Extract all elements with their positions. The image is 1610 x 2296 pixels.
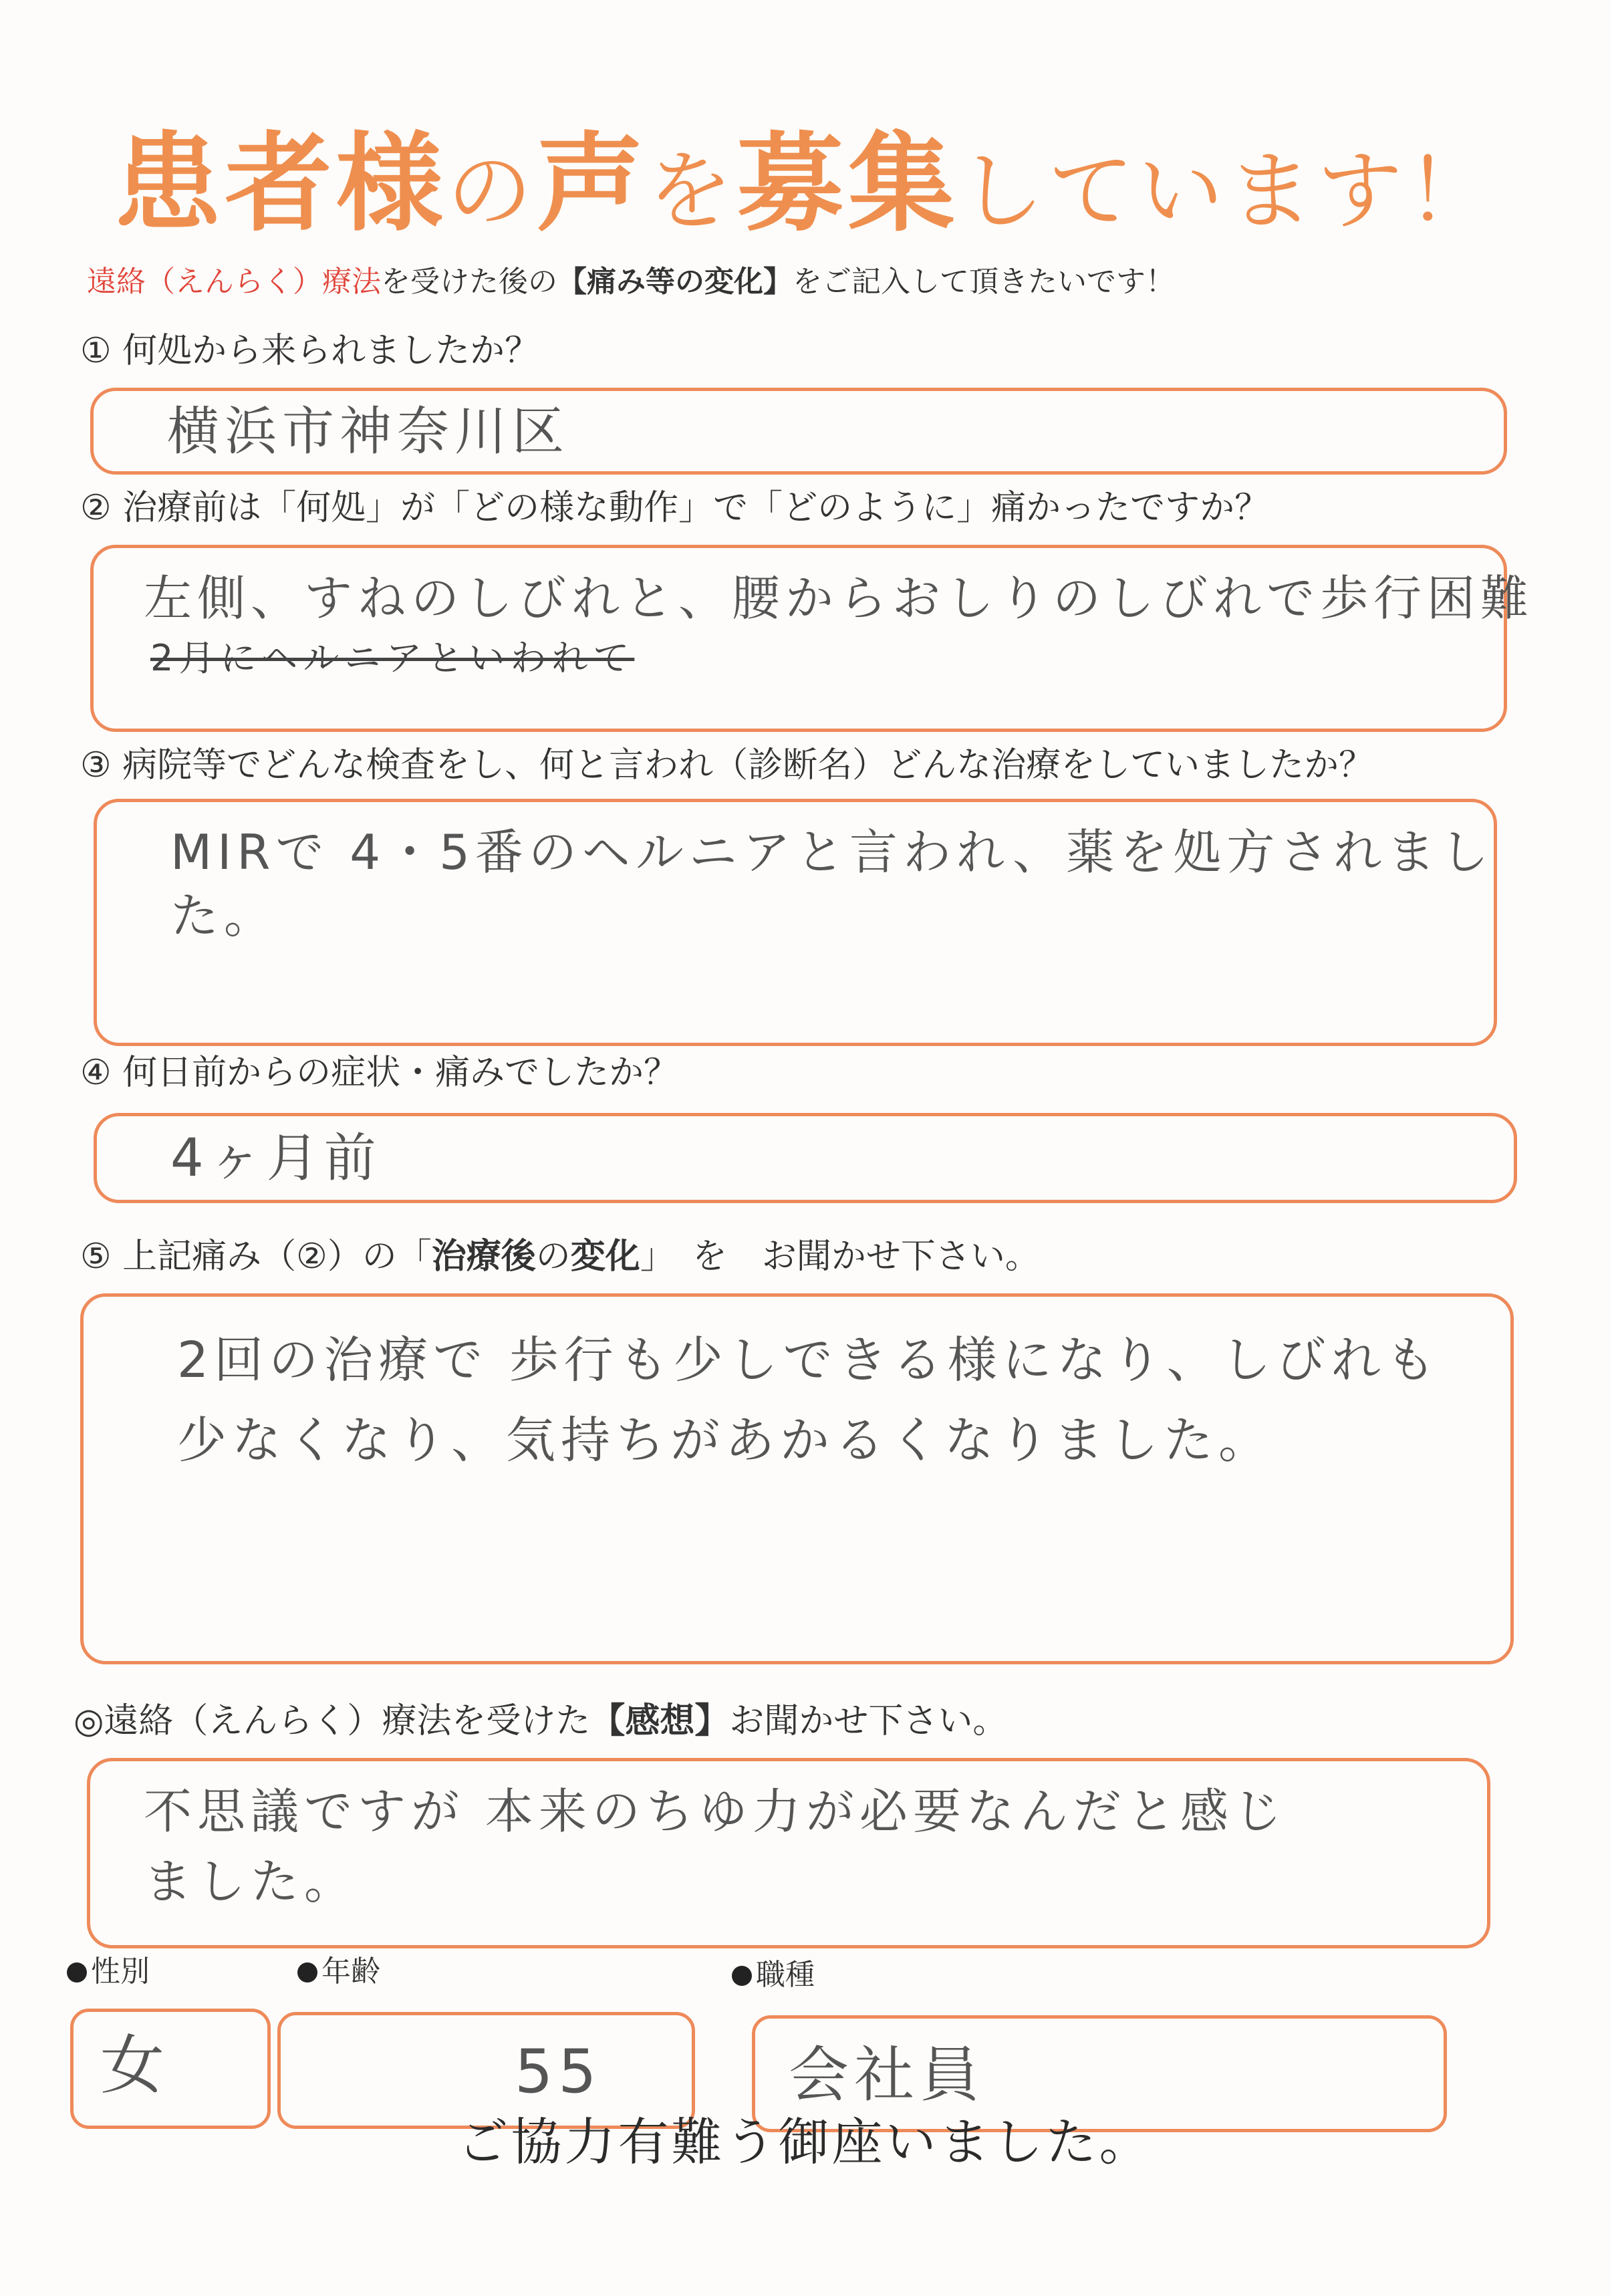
question-2: ② 治療前は「何処」が「どの様な動作」で「どのように」痛かったですか？ <box>80 488 1270 528</box>
bullet-icon <box>67 1962 87 1983</box>
gender-value: 女 <box>100 2028 170 2103</box>
answer-box-2[interactable] <box>90 545 1534 732</box>
gender-label-text: 性別 <box>91 1954 150 1989</box>
job-value: 会社員 <box>789 2040 985 2110</box>
question-5-part: の <box>535 1237 571 1277</box>
bullet-icon <box>732 1966 752 1986</box>
question-1: ① 何処から来られましたか？ <box>80 331 540 371</box>
form-title <box>0 121 1610 252</box>
age-label-text: 年齢 <box>321 1954 380 1989</box>
subtitle-part: 遠絡（えんらく）療法 <box>87 265 381 299</box>
question-5 <box>80 1233 1040 1280</box>
answer-box-6[interactable] <box>87 1758 1490 1948</box>
answer-1-text: 横浜市神奈川区 <box>167 402 570 462</box>
answer-3-line1: MIRで 4・5番のヘルニアと言われ、薬を処方されまし <box>170 824 1494 880</box>
answer-box-3[interactable] <box>94 799 1497 1046</box>
question-5-part: 」 を お聞かせ下さい。 <box>640 1237 1040 1277</box>
title-part: 募集 <box>736 121 959 246</box>
age-label <box>297 1952 380 1992</box>
title-part: しています！ <box>958 142 1496 241</box>
job-label <box>732 1955 815 1995</box>
answer-6-line2: ました。 <box>144 1854 358 1910</box>
subtitle-part: を受けた後の <box>381 265 557 299</box>
answer-box-1[interactable] <box>90 388 1507 475</box>
answer-6-line1: 不思議ですが 本来のちゆ力が必要なんだと感じ <box>144 1783 1287 1839</box>
answer-2-struck-text: 2月にヘルニアといわれて <box>150 637 635 679</box>
answer-5-line1: 2回の治療で 歩行も少しできる様になり、しびれも <box>177 1331 1441 1389</box>
answer-5-line2: 少なくなり、気持ちがあかるくなりました。 <box>177 1412 1273 1469</box>
question-3: ③ 病院等でどんな検査をし、何と言われ（診断名）どんな治療をしていましたか？ <box>80 745 1374 785</box>
question-6-part: 【感想】 <box>590 1701 730 1741</box>
gender-label <box>67 1952 150 1992</box>
answer-3-line2: た。 <box>170 888 278 944</box>
question-6-part: ◎遠絡（えんらく）療法を受けた <box>74 1701 591 1741</box>
answer-4-text: 4ヶ月前 <box>170 1128 382 1188</box>
job-label-text: 職種 <box>756 1958 815 1992</box>
subtitle-part: 【痛み等の変化】 <box>557 265 793 299</box>
title-part: の <box>446 142 537 241</box>
age-value: 55 <box>515 2037 602 2107</box>
title-part: 声 <box>536 121 648 246</box>
question-5-part: ⑤ 上記痛み（②）の「 <box>80 1237 432 1277</box>
question-6-part: お聞かせ下さい。 <box>729 1701 1008 1741</box>
title-part: を <box>647 142 737 241</box>
form-subtitle <box>87 262 1175 302</box>
answer-box-5[interactable] <box>80 1293 1514 1664</box>
subtitle-part: をご記入して頂きたいです！ <box>793 265 1175 299</box>
footer-thanks: ご協力有難う御座いました。 <box>457 2112 1153 2172</box>
question-6 <box>74 1698 1007 1745</box>
title-part: 患者様 <box>114 121 447 246</box>
answer-2-text: 左側、すねのしびれと、腰からおしりのしびれで歩行困難 <box>144 570 1534 626</box>
answer-box-4[interactable] <box>94 1113 1517 1203</box>
question-5-part: 変化 <box>570 1237 640 1277</box>
bullet-icon <box>297 1962 317 1983</box>
question-4: ④ 何日前からの症状・痛みでしたか？ <box>80 1053 679 1093</box>
question-5-part: 治療後 <box>431 1237 536 1277</box>
